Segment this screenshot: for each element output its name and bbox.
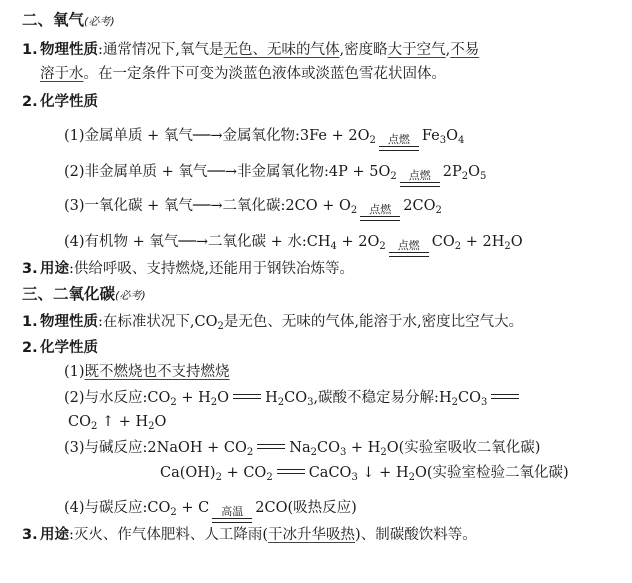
- equals-sign: [491, 394, 519, 399]
- text: H: [265, 390, 278, 406]
- section-number: 二、: [22, 11, 54, 29]
- text: CO: [457, 390, 481, 406]
- subscript: 2: [266, 472, 273, 483]
- section-note: (必考): [115, 289, 146, 302]
- subscript: 2: [217, 321, 224, 332]
- subscript: 2: [170, 507, 177, 518]
- text: + H: [346, 440, 381, 456]
- subscript: 2: [369, 135, 376, 146]
- text: O: [446, 128, 458, 144]
- co2-uses: [22, 525, 477, 545]
- subscript: 3: [480, 397, 488, 408]
- item-number: 3.: [22, 261, 38, 277]
- equals-line: [360, 216, 400, 221]
- equals-line: [389, 252, 429, 257]
- condition-text: 点燃: [387, 133, 410, 146]
- oxygen-reaction-3: [64, 196, 442, 221]
- text: 2CO(吸热反应): [255, 500, 357, 516]
- text: ,碳酸不稳定易分解:H: [313, 390, 452, 406]
- co2-reaction-water-cont: [68, 412, 166, 432]
- reaction-condition: [212, 506, 252, 523]
- reaction-condition: [389, 240, 429, 257]
- co2-physical-properties: [22, 312, 523, 332]
- subscript: 3: [439, 135, 447, 146]
- subscript: 2: [350, 205, 358, 216]
- text: CO: [284, 390, 308, 406]
- underlined-text: 干冰升华吸热: [268, 527, 356, 543]
- underlined-text: 既不燃烧也不支持燃烧: [84, 364, 230, 380]
- text: + 2O: [336, 234, 380, 250]
- item-label: 用途: [40, 527, 69, 543]
- section-co2-title: [22, 284, 146, 306]
- subscript: 3: [351, 472, 358, 483]
- text: ↓ + H: [357, 465, 409, 481]
- item-number: 2.: [22, 94, 38, 110]
- section-title-text: 氧气: [53, 11, 85, 29]
- section-note: (必考): [84, 15, 115, 28]
- text: 通常情况下,氧气是: [102, 42, 224, 58]
- item-label: 物理性质: [40, 314, 98, 330]
- text: (1)金属单质 + 氧气──→金属氧化物:3Fe + 2O: [64, 128, 370, 144]
- text: O: [217, 390, 230, 406]
- equals-line: [379, 146, 419, 151]
- text: + H: [176, 390, 211, 406]
- subscript: 2: [380, 447, 387, 458]
- separator: :: [69, 261, 74, 277]
- subscript: 2: [461, 171, 469, 182]
- text: (2)与水反应:CO: [64, 390, 171, 406]
- item-number: 1.: [22, 314, 38, 330]
- subscript: 2: [210, 397, 218, 408]
- item-number: 2.: [22, 340, 38, 356]
- text: + CO: [221, 465, 267, 481]
- separator: :: [98, 42, 103, 58]
- subscript: 2: [451, 397, 458, 408]
- text: 2P: [442, 164, 462, 180]
- oxygen-uses: [22, 259, 354, 279]
- text: 在标准状况下,CO: [102, 314, 218, 330]
- text: ↑ + H: [97, 414, 149, 430]
- separator: :: [69, 527, 74, 543]
- condition-text: 点燃: [408, 169, 431, 182]
- subscript: 4: [330, 241, 337, 252]
- reaction-condition: [400, 170, 440, 187]
- text: CO: [316, 440, 340, 456]
- subscript: 2: [504, 241, 511, 252]
- text: (1): [64, 364, 85, 380]
- text: ,: [445, 42, 451, 58]
- subscript: 2: [408, 472, 415, 483]
- item-label: 化学性质: [40, 340, 98, 356]
- text: (4)与碳反应:CO: [64, 500, 171, 516]
- text: CO: [431, 234, 455, 250]
- text: + C: [176, 500, 210, 516]
- text: 供给呼吸、支持燃烧,还能用于钢铁冶炼等。: [73, 261, 354, 277]
- section-oxygen-title: [22, 10, 115, 32]
- text: O(实验室吸收二氧化碳): [386, 440, 541, 456]
- oxygen-reaction-4: [64, 232, 523, 257]
- co2-property-1: [64, 362, 230, 382]
- text: (3)一氧化碳 + 氧气──→二氧化碳:2CO + O: [64, 198, 351, 214]
- text: Fe: [421, 128, 440, 144]
- text: (2)非金属单质 + 氧气──→非金属氧化物:4P + 5O: [64, 164, 391, 180]
- text: O(实验室检验二氧化碳): [414, 465, 569, 481]
- underlined-text: 无色、无味的气体: [223, 42, 340, 58]
- item-label: 化学性质: [40, 94, 98, 110]
- subscript: 2: [170, 397, 177, 408]
- section-number: 三、: [22, 285, 54, 303]
- subscript: 2: [390, 171, 397, 182]
- text: CaCO: [308, 465, 352, 481]
- subscript: 2: [148, 421, 155, 432]
- text: 。在一定条件下可变为淡蓝色液体或淡蓝色雪花状固体。: [83, 66, 446, 82]
- subscript: 3: [307, 397, 314, 408]
- condition-text: 点燃: [397, 239, 420, 252]
- subscript: 2: [310, 447, 317, 458]
- subscript: 2: [454, 241, 462, 252]
- reaction-condition: [379, 134, 419, 151]
- underlined-text: 溶于水: [40, 66, 84, 82]
- text: O: [510, 234, 523, 250]
- subscript: 2: [379, 241, 386, 252]
- text: O: [154, 414, 167, 430]
- subscript: 2: [90, 421, 98, 432]
- co2-chemical-properties-heading: [22, 338, 98, 358]
- oxygen-reaction-2: [64, 162, 486, 187]
- subscript: 2: [435, 205, 442, 216]
- equals-sign: [257, 444, 285, 449]
- item-number: 3.: [22, 527, 38, 543]
- subscript: 2: [215, 472, 222, 483]
- text: (3)与碱反应:2NaOH + CO: [64, 440, 247, 456]
- text: (4)有机物 + 氧气──→二氧化碳 + 水:CH: [64, 234, 331, 250]
- co2-reaction-carbon: [64, 498, 357, 523]
- text: Ca(OH): [160, 465, 216, 481]
- text: O: [468, 164, 480, 180]
- section-title-text: 二氧化碳: [53, 285, 116, 303]
- reaction-condition: [360, 204, 400, 221]
- co2-reaction-base-1: [64, 438, 540, 458]
- co2-reaction-base-2: [160, 463, 569, 483]
- subscript: 3: [339, 447, 347, 458]
- condition-text: 点燃: [369, 203, 392, 216]
- item-number: 1.: [22, 42, 38, 58]
- text: )、制碳酸饮料等。: [355, 527, 477, 543]
- condition-text: 高温: [221, 505, 244, 518]
- text: ,密度略: [339, 42, 388, 58]
- equals-line: [212, 518, 252, 523]
- oxygen-physical-properties-cont: [40, 64, 446, 84]
- text: + 2H: [461, 234, 505, 250]
- equals-sign: [233, 394, 261, 399]
- text: 2CO: [403, 198, 436, 214]
- text: Na: [289, 440, 311, 456]
- underlined-text: 大于空气: [387, 42, 446, 58]
- oxygen-reaction-1: [64, 126, 464, 151]
- underlined-text: 不易: [450, 42, 480, 58]
- text: 是无色、无味的气体,能溶于水,密度比空气大。: [223, 314, 524, 330]
- subscript: 2: [277, 397, 285, 408]
- text: 灭火、作气体肥料、人工降雨(: [73, 527, 269, 543]
- item-label: 物理性质: [40, 42, 98, 58]
- separator: :: [98, 314, 103, 330]
- equals-line: [400, 182, 440, 187]
- subscript: 4: [457, 135, 465, 146]
- oxygen-physical-properties: [22, 40, 479, 60]
- oxygen-chemical-properties-heading: [22, 92, 98, 112]
- equals-sign: [277, 469, 305, 474]
- subscript: 2: [246, 447, 254, 458]
- subscript: 5: [480, 171, 487, 182]
- item-label: 用途: [40, 261, 69, 277]
- co2-reaction-water: [64, 388, 523, 408]
- text: CO: [68, 414, 91, 430]
